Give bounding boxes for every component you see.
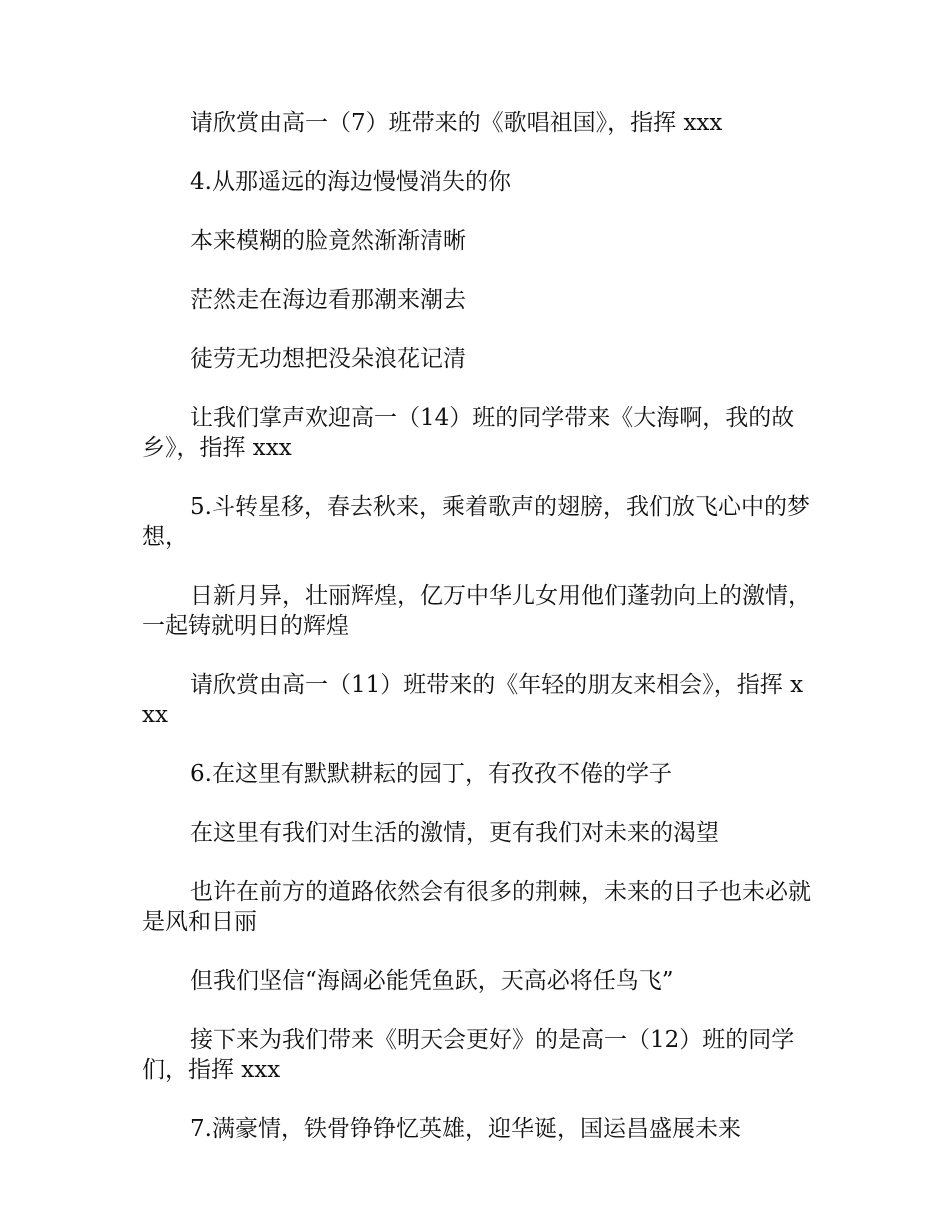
paragraph-2: 4.从那遥远的海边慢慢消失的你: [190, 169, 511, 195]
paragraph-1: 请欣赏由高一（7）班带来的《歌唱祖国》，指挥 xxx: [190, 110, 723, 136]
document-body: [142, 108, 812, 1173]
paragraph-13: 但我们坚信“海阔必能凭鱼跃，天高必将任鸟飞”: [190, 968, 674, 994]
paragraph-9: 请欣赏由高一（11）班带来的《年轻的朋友来相会》，指挥 xxx: [142, 672, 804, 728]
paragraph-7: 5.斗转星移，春去秋来，乘着歌声的翅膀，我们放飞心中的梦想，: [142, 494, 810, 550]
paragraph-5: 徒劳无功想把没朵浪花记清: [190, 346, 466, 372]
paragraph-4: 茫然走在海边看那潮来潮去: [190, 287, 466, 313]
paragraph-11: 在这里有我们对生活的激情，更有我们对未来的渴望: [190, 820, 719, 846]
paragraph-8: 日新月异，壮丽辉煌，亿万中华儿女用他们蓬勃向上的激情，一起铸就明日的辉煌: [142, 583, 811, 639]
paragraph-6: 让我们掌声欢迎高一（14）班的同学带来《大海啊，我的故乡》，指挥 xxx: [142, 405, 795, 461]
paragraph-10: 6.在这里有默默耕耘的园丁，有孜孜不倦的学子: [190, 761, 672, 787]
paragraph-12: 也许在前方的道路依然会有很多的荆棘，未来的日子也未必就是风和日丽: [142, 879, 811, 935]
paragraph-14: 接下来为我们带来《明天会更好》的是高一（12）班的同学们，指挥 xxx: [142, 1027, 795, 1083]
paragraph-15: 7.满豪情，铁骨铮铮忆英雄，迎华诞，国运昌盛展未来: [190, 1116, 741, 1142]
paragraph-3: 本来模糊的脸竟然渐渐清晰: [190, 228, 466, 254]
